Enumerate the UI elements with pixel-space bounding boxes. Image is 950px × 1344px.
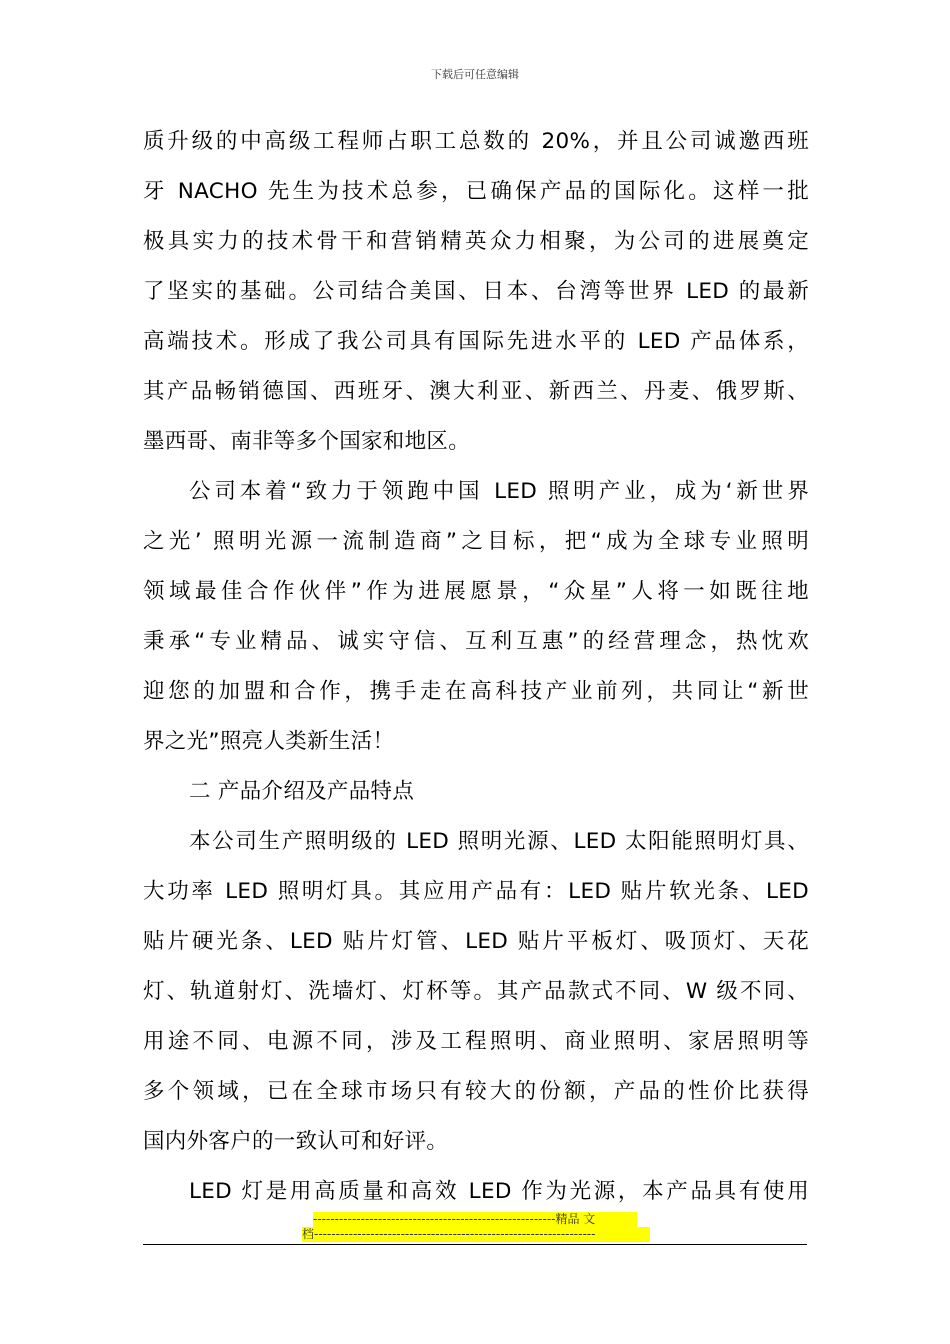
text-line: 牙 NACHO 先生为技术总参，已确保产品的国际化。这样一批 xyxy=(143,179,809,204)
text-line: 灯、轨道射灯、洗墙灯、灯杯等。其产品款式不同、W 级不同、 xyxy=(143,979,809,1004)
text-line: 其产品畅销德国、西班牙、澳大利亚、新西兰、丹麦、俄罗斯、 xyxy=(143,379,809,404)
text-line: 迎您的加盟和合作，携手走在高科技产业前列，共同让“新世 xyxy=(143,679,809,704)
page-header: 下载后可任意编辑 xyxy=(431,68,519,81)
section-heading: 二 产品介绍及产品特点 xyxy=(189,779,415,804)
text-line: LED 灯是用高质量和高效 LED 作为光源，本产品具有使用 xyxy=(189,1179,809,1204)
text-line: 之光’ 照明光源一流制造商”之目标，把“成为全球专业照明 xyxy=(143,529,809,554)
footer-divider xyxy=(143,1244,807,1245)
text-line: 极具实力的技术骨干和营销精英众力相聚，为公司的进展奠定 xyxy=(143,229,809,254)
text-line: 质升级的中高级工程师占职工总数的 20%，并且公司诚邀西班 xyxy=(143,129,809,154)
text-line: 墨西哥、南非等多个国家和地区。 xyxy=(143,429,471,454)
text-line: 大功率 LED 照明灯具。其应用产品有：LED 贴片软光条、LED xyxy=(143,879,809,904)
text-line: 国内外客户的一致认可和好评。 xyxy=(143,1129,449,1154)
document-body xyxy=(143,117,809,1217)
text-line: 公司本着“致力于领跑中国 LED 照明产业，成为‘新世界 xyxy=(189,479,809,504)
text-line: 本公司生产照明级的 LED 照明光源、LED 太阳能照明灯具、 xyxy=(189,829,809,854)
text-line: 领域最佳合作伙伴”作为进展愿景，“众星”人将一如既往地 xyxy=(143,579,809,604)
text-line: 界之光”照亮人类新生活！ xyxy=(143,729,395,754)
text-line: 高端技术。形成了我公司具有国际先进水平的 LED 产品体系， xyxy=(143,329,809,354)
text-line: 秉承“专业精品、诚实守信、互利互惠”的经营理念，热忱欢 xyxy=(143,629,809,654)
footer-watermark-band: --------------------------------------------------------精品 文 xyxy=(313,1212,637,1227)
footer-watermark-band: 档----------------------------------------------------------------- xyxy=(302,1227,650,1242)
text-line: 用途不同、电源不同，涉及工程照明、商业照明、家居照明等 xyxy=(143,1029,809,1054)
text-line: 贴片硬光条、LED 贴片灯管、LED 贴片平板灯、吸顶灯、天花 xyxy=(143,929,809,954)
text-line: 多个领域，已在全球市场只有较大的份额，产品的性价比获得 xyxy=(143,1079,809,1104)
text-line: 了坚实的基础。公司结合美国、日本、台湾等世界 LED 的最新 xyxy=(143,279,809,304)
